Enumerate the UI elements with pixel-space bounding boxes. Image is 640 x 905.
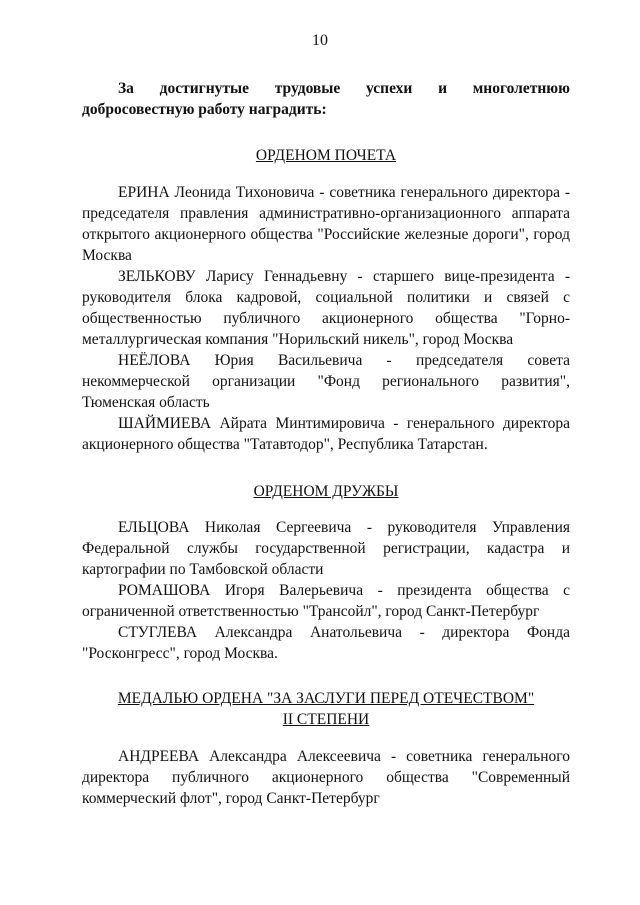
page-number: 10 xyxy=(312,32,328,49)
section-medal-merit xyxy=(82,746,570,809)
award-entry: СТУГЛЕВА Александра Анатольевича - директора Фонда "Росконгресс", город Москва. xyxy=(82,624,570,662)
award-entry: ЕЛЬЦОВА Николая Сергеевича - руководителя Управления Федеральной службы государственной регистрации, кадастра и картографии по Тамбовской области xyxy=(82,519,570,578)
award-entry: РОМАШОВА Игоря Валерьевича - президента общества с ограниченной ответственностью "Трансойл", город Санкт-Петербург xyxy=(82,582,570,620)
award-entry: ЕРИНА Леонида Тихоновича - советника генерального директора - председателя правления административно-организационного аппарата открытого акционерного общества "Российские железные дороги", город Москва xyxy=(82,184,570,264)
intro-text: За достигнутые трудовые успехи и многолетнюю добросовестную работу наградить: xyxy=(82,80,570,118)
award-entry: ЗЕЛЬКОВУ Ларису Геннадьевну - старшего вице-президента - руководителя блока кадровой, социальной политики и связей с общественностью публичного акционерного общества "Горно-металлургическая компания "Норильский никель", город Москва xyxy=(82,268,570,348)
section-order-of-friendship xyxy=(82,517,570,664)
heading-line: МЕДАЛЬЮ ОРДЕНА "ЗА ЗАСЛУГИ ПЕРЕД ОТЕЧЕСТВОМ" xyxy=(117,690,535,707)
section-heading-order-of-friendship: ОРДЕНОМ ДРУЖБЫ xyxy=(253,483,399,500)
section-heading-medal-merit xyxy=(82,688,570,730)
award-entry: АНДРЕЕВА Александра Алексеевича - советника генерального директора публичного акционерного общества "Современный коммерческий флот", город Санкт-Петербург xyxy=(82,748,570,807)
section-heading-order-of-honor: ОРДЕНОМ ПОЧЕТА xyxy=(255,147,397,164)
award-entry: НЕЁЛОВА Юрия Васильевича - председателя совета некоммерческой организации "Фонд регионального развития", Тюменская область xyxy=(82,352,570,411)
intro-block xyxy=(82,78,570,120)
heading-line: II СТЕПЕНИ xyxy=(282,711,370,728)
section-order-of-honor xyxy=(82,182,570,455)
award-entry: ШАЙМИЕВА Айрата Минтимировича - генерального директора акционерного общества "Татавтодор", Республика Татарстан. xyxy=(82,415,570,453)
